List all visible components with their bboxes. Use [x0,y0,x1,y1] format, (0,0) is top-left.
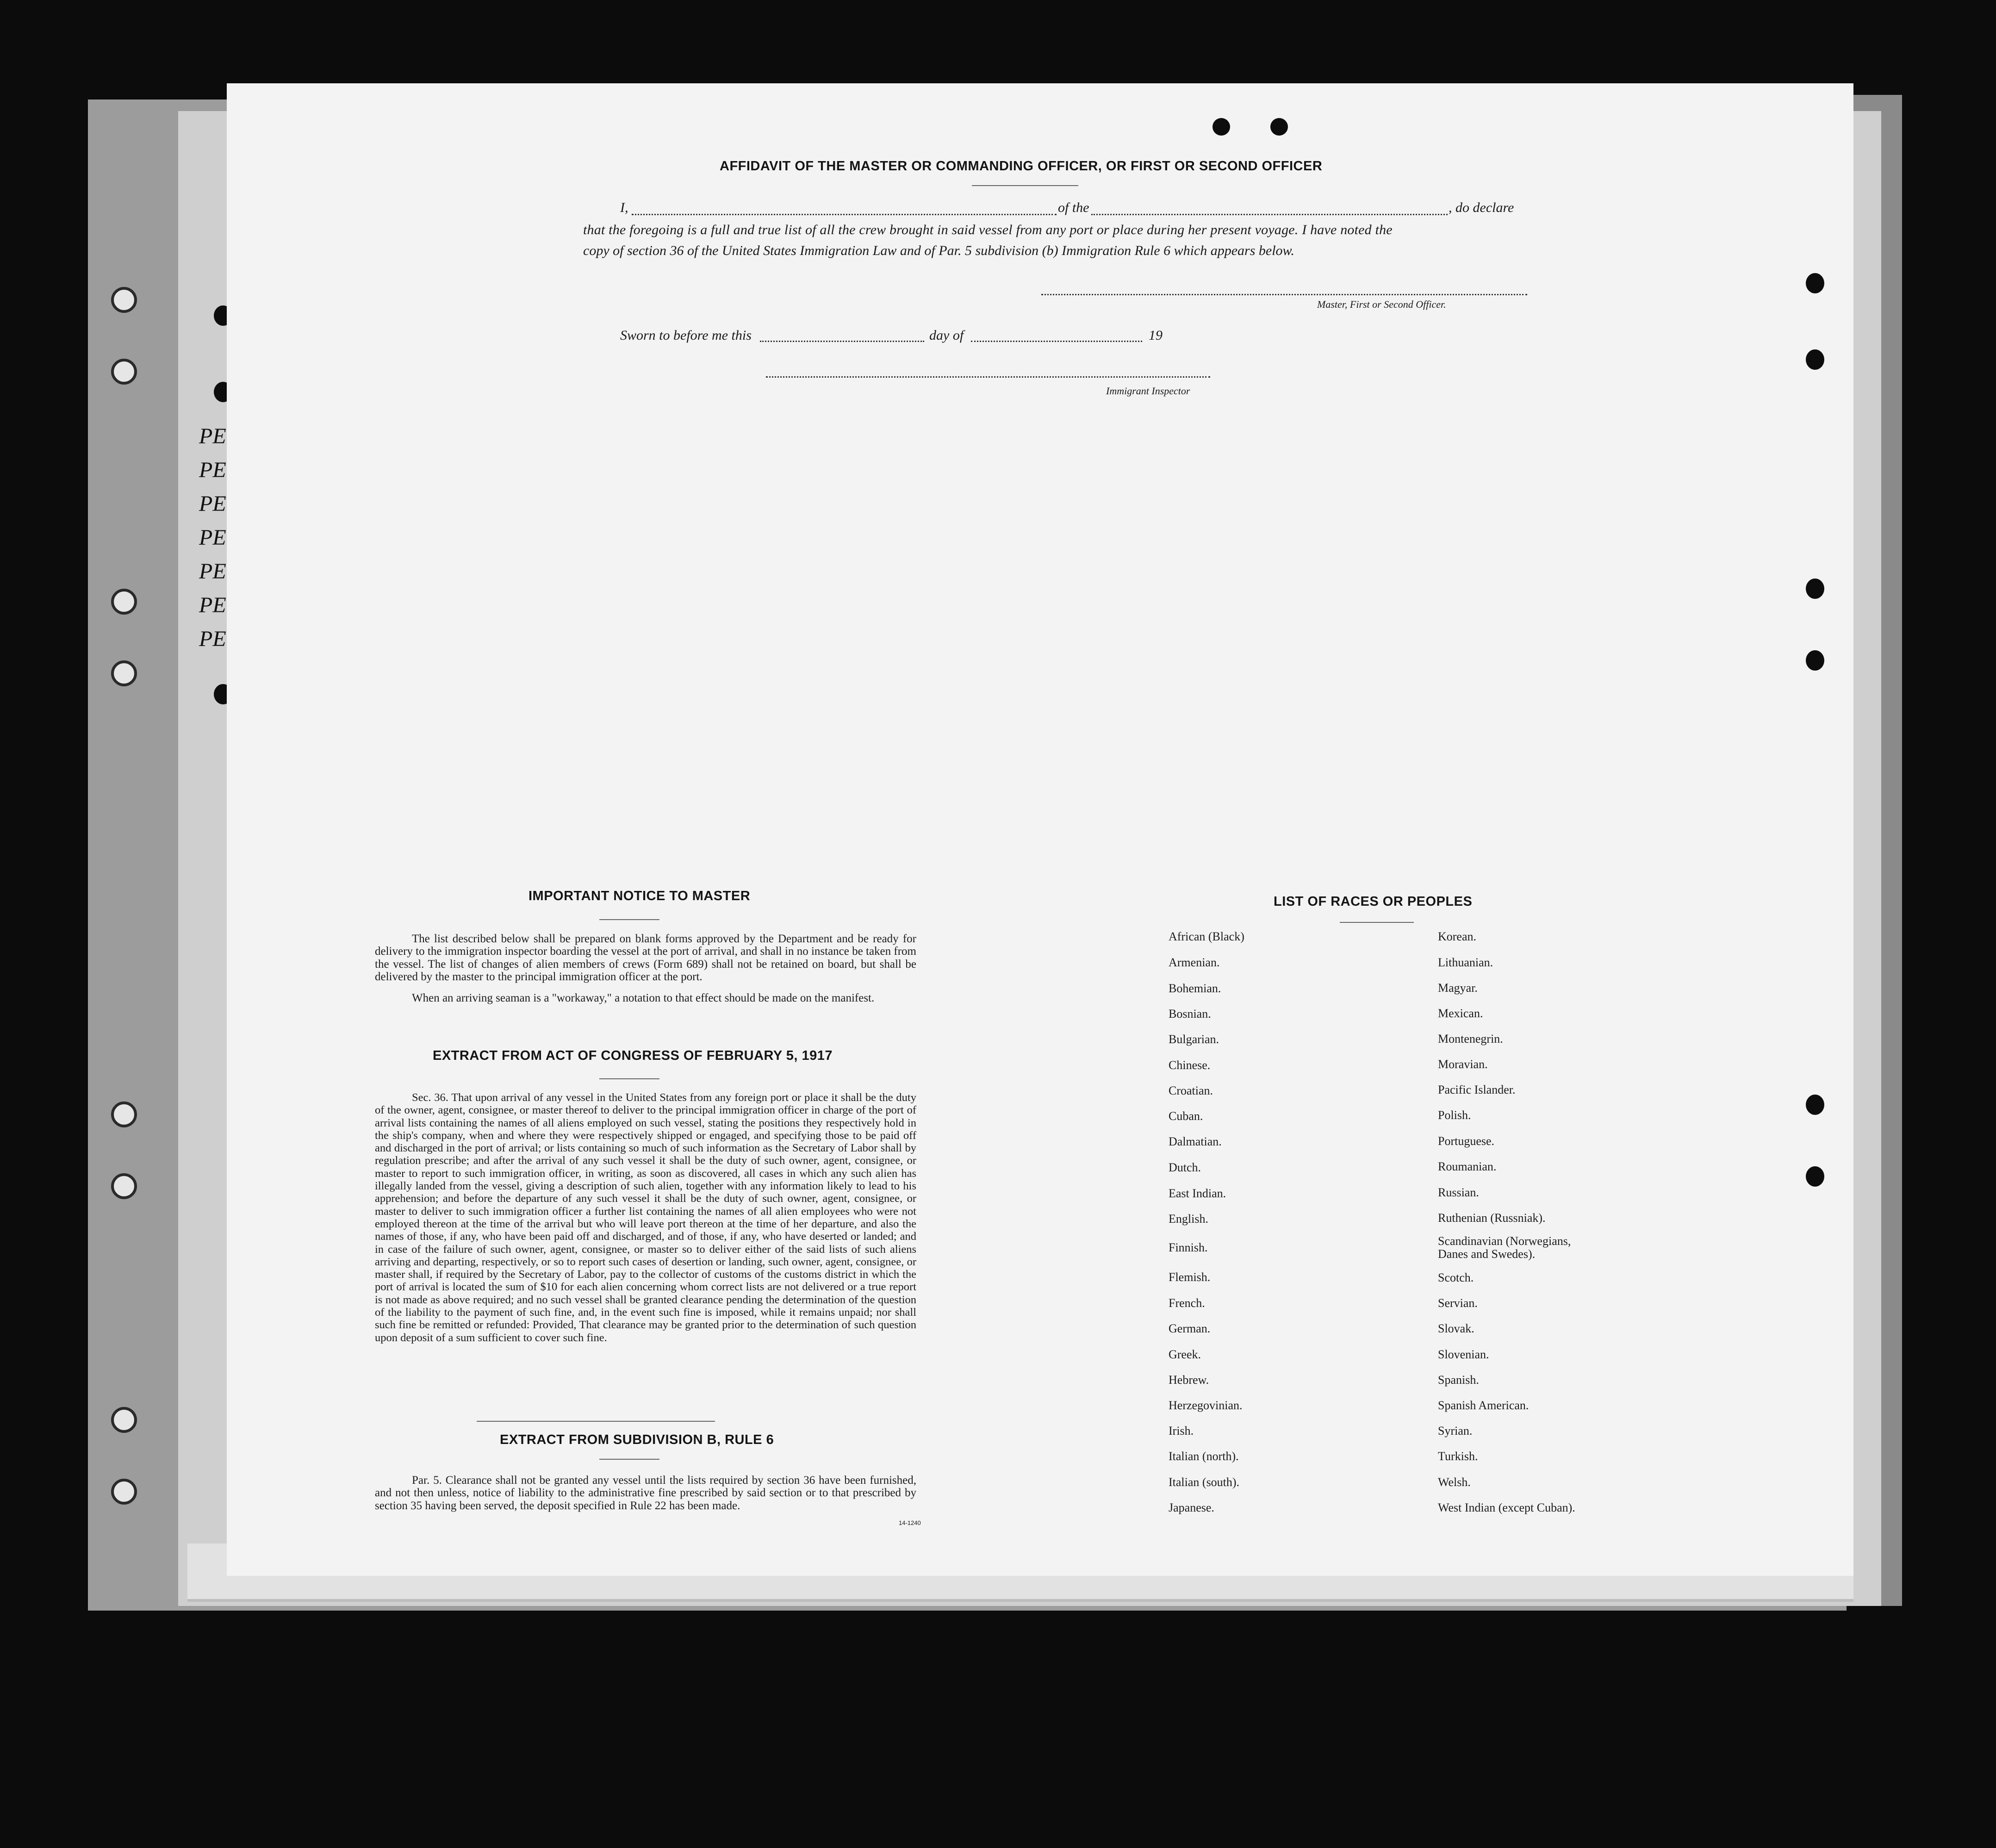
race-item: Pacific Islander. [1438,1083,1516,1096]
race-item: Bosnian. [1169,1007,1211,1020]
race-item: Mexican. [1438,1007,1483,1020]
race-item: English. [1169,1212,1208,1226]
punch-hole [1213,118,1230,136]
binder-ring [111,359,137,385]
binder-ring [111,1101,137,1127]
race-item: Scotch. [1438,1271,1474,1284]
race-item: Dalmatian. [1169,1135,1222,1148]
race-item: Korean. [1438,930,1477,943]
race-item: Montenegrin. [1438,1032,1503,1045]
notice-paragraph-2: When an arriving seaman is a "workaway," a notation to that effect should be made on the manifest. [412,992,875,1004]
punch-hole [1270,118,1288,136]
inspector-label: Immigrant Inspector [1106,385,1190,397]
binder-ring [111,589,137,615]
notice-paragraph-1: The list described below shall be prepared on blank forms approved by the Department and be ready for delivery to the immigration inspector boarding the vessel at the port of arrival, and shall in no instance be taken from the vessel. The list of changes of alien members of crews (Form 689) shall not be retained on board, but shall be delivered by the master to the principal immigration officer at the port. [375,933,916,983]
sworn-day-of: day of [929,328,964,343]
race-item: Hebrew. [1169,1373,1209,1387]
binder-ring [111,1479,137,1505]
act-extract-text: Sec. 36. That upon arrival of any vessel in the United States from any foreign port or place it shall be the duty of the owner, agent, consignee, or master thereof to deliver to the principal immigration officer in charge of the port of arrival lists containing the names of all aliens employed on such vessel, stating the positions they respectively hold in the ship's company, when and where they were respectively shipped or engaged, and specifying those to be paid off and discharged in the port of arrival; or lists containing so much of such information as the Secretary of Labor shall by regulation prescribe; and after the arrival of any such vessel it shall be the duty of such owner, agent, consignee, or master to report to such immigration officer, in writing, as soon as discovered, all cases in which any such alien has illegally landed from the vessel, giving a description of such alien, together with any information likely to lead to his apprehension; and before the departure of any such vessel it shall be the duty of such owner, agent, consignee, or master to deliver to such immigration officer a further list containing the names of all alien employees who were not employed thereon at the time of the arrival but who will leave port thereon at the time of her departure, and also the names of those, if any, who have been paid off and discharged, and of those, if any, who have deserted or landed; and in case of the failure of such owner, agent, consignee, or master so to deliver either of the said lists of such aliens arriving and departing, respectively, or so to report such cases of desertion or landing, such owner, agent, consignee, or master shall, if required by the Secretary of Labor, pay to the collector of customs of the customs district in which the port of arrival is located the sum of $10 for each alien concerning whom correct lists are not delivered or a true report is not made as above required; and no such vessel shall be granted clearance pending the determination of the question of the liability to the payment of such fine, and, in the event such fine is imposed, while it remains unpaid; nor shall such fine be remitted or refunded: Provided, That clearance may be granted prior to the determination of such question upon deposit of a sum sufficient to cover such fine. [375,1091,916,1344]
race-item: Spanish American. [1438,1399,1529,1412]
binder-ring [111,1173,137,1199]
punch-hole [1806,579,1824,599]
form-number: 14-1240 [899,1519,921,1526]
race-item: Spanish. [1438,1373,1479,1387]
divider [1340,922,1414,923]
race-item: Greek. [1169,1348,1201,1361]
divider [599,1078,659,1079]
race-item: Cuban. [1169,1109,1203,1123]
race-item: Italian (north). [1169,1450,1239,1463]
race-item: German. [1169,1322,1211,1335]
sworn-day-line[interactable] [760,341,924,342]
punch-hole [1806,1166,1824,1187]
races-title: LIST OF RACES OR PEOPLES [1274,894,1473,909]
affidavit-line-2: that the foregoing is a full and true list of all the crew brought in said vessel from any port or place during her present voyage. I have noted the [583,222,1393,237]
binder-ring [111,1407,137,1433]
divider [477,1421,715,1422]
race-item: African (Black) [1169,930,1244,943]
binder-ring [111,660,137,686]
race-item: Irish. [1169,1424,1194,1437]
punch-hole [1806,650,1824,671]
declarant-prefix: I, [620,200,628,215]
race-item: Syrian. [1438,1424,1473,1437]
race-item: Croatian. [1169,1084,1213,1097]
race-item: Russian. [1438,1186,1479,1199]
margin-mark: PE [199,424,226,448]
vessel-prefix: of the [1058,200,1089,215]
race-item: Servian. [1438,1296,1478,1310]
inspector-signature-line[interactable] [766,376,1210,378]
race-item: Ruthenian (Russniak). [1438,1211,1546,1225]
race-item: Welsh. [1438,1475,1471,1489]
master-signature-line[interactable] [1041,294,1527,295]
master-signature-label: Master, First or Second Officer. [1317,299,1446,310]
margin-mark: PE [199,593,226,617]
race-item: Moravian. [1438,1058,1488,1071]
affidavit-title: AFFIDAVIT OF THE MASTER OR COMMANDING OFFICER, OR FIRST OR SECOND OFFICER [720,159,1323,174]
race-item: Slovak. [1438,1322,1474,1335]
race-item: Turkish. [1438,1450,1478,1463]
punch-hole [1806,273,1824,293]
race-item: Polish. [1438,1108,1471,1122]
affidavit-line-3: copy of section 36 of the United States Immigration Law and of Par. 5 subdivision (b) Immigration Rule 6 which appears below. [583,243,1294,258]
race-item: Japanese. [1169,1501,1214,1514]
margin-mark: PE [199,627,226,651]
divider [599,1459,659,1460]
sworn-prefix: Sworn to before me this [620,328,752,343]
race-item: Finnish. [1169,1241,1208,1254]
binder-ring [111,287,137,313]
race-item: French. [1169,1296,1205,1310]
race-item: Scandinavian (Norwegians, Danes and Swedes). [1438,1234,1571,1261]
race-item: West Indian (except Cuban). [1438,1501,1575,1514]
vessel-name-line[interactable] [1091,214,1448,215]
divider [972,185,1078,186]
race-item: Bohemian. [1169,982,1221,995]
race-item: Magyar. [1438,981,1478,995]
punch-hole [1806,1095,1824,1115]
race-item: Roumanian. [1438,1160,1497,1173]
race-item: Dutch. [1169,1161,1201,1174]
rule-extract-title: EXTRACT FROM SUBDIVISION B, RULE 6 [500,1432,774,1447]
notice-title: IMPORTANT NOTICE TO MASTER [529,889,751,903]
race-item: Armenian. [1169,956,1220,969]
race-item: Slovenian. [1438,1348,1489,1361]
margin-mark: PE [199,458,226,482]
divider [599,919,659,920]
race-item: Herzegovinian. [1169,1399,1243,1412]
race-item: Italian (south). [1169,1475,1240,1489]
margin-mark: PE [199,559,226,584]
sworn-month-line[interactable] [971,341,1142,342]
race-item: Portuguese. [1438,1134,1495,1148]
punch-hole [1806,349,1824,370]
margin-mark: PE [199,525,226,550]
race-item: Chinese. [1169,1058,1211,1072]
race-item: Bulgarian. [1169,1033,1219,1046]
declarant-name-line[interactable] [632,214,1057,215]
act-extract-title: EXTRACT FROM ACT OF CONGRESS OF FEBRUARY 5, 1917 [433,1048,833,1063]
affidavit-page [227,83,1853,1576]
sworn-year: 19 [1149,328,1163,343]
race-item: East Indian. [1169,1187,1226,1200]
rule-extract-text: Par. 5. Clearance shall not be granted any vessel until the lists required by section 36 have been furnished, and not then unless, notice of liability to the administrative fine prescribed by said section or to that prescribed by section 35 having been served, the deposit specified in Rule 22 has been made. [375,1474,916,1512]
race-item: Lithuanian. [1438,956,1493,969]
race-item: Flemish. [1169,1270,1211,1284]
declare-text: , do declare [1449,200,1514,215]
margin-mark: PE [199,492,226,516]
